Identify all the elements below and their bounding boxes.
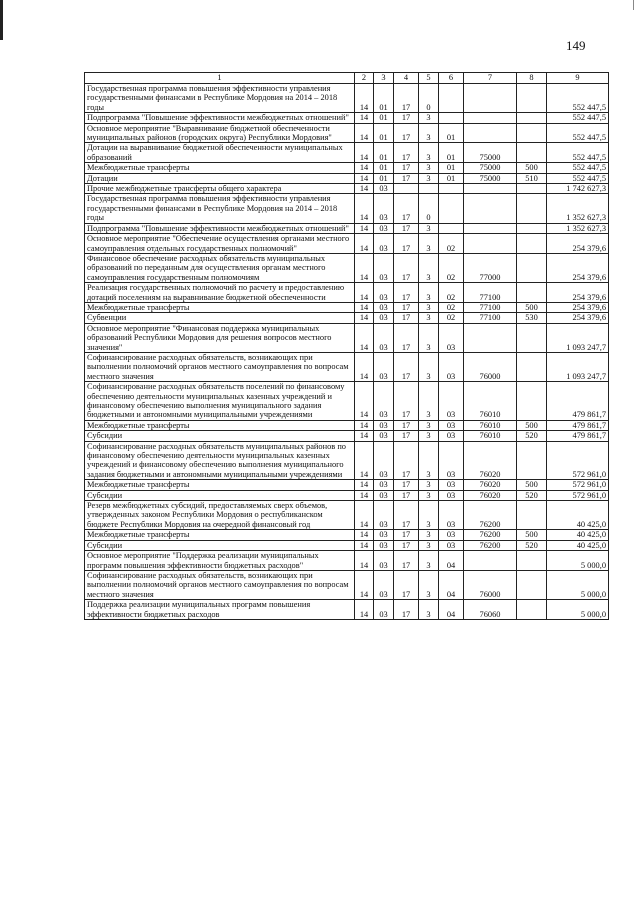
row-amount: 5 000,0	[547, 600, 609, 620]
code-col-6: 02	[439, 302, 464, 312]
code-col-5: 3	[419, 313, 439, 323]
code-col-8	[517, 570, 547, 599]
code-col-4: 17	[394, 313, 419, 323]
code-col-3: 03	[374, 540, 394, 550]
code-col-3: 03	[374, 323, 394, 352]
page-number: 149	[566, 38, 586, 53]
code-col-2: 14	[355, 84, 374, 113]
code-col-5: 3	[419, 431, 439, 441]
code-col-4: 17	[394, 323, 419, 352]
code-col-7	[464, 234, 517, 254]
code-col-4: 17	[394, 551, 419, 571]
code-col-6: 04	[439, 600, 464, 620]
row-amount: 572 961,0	[547, 441, 609, 480]
code-col-4: 17	[394, 540, 419, 550]
code-col-4: 17	[394, 352, 419, 381]
code-col-6: 04	[439, 551, 464, 571]
table-row	[85, 302, 609, 312]
table-row	[85, 323, 609, 352]
code-col-8: 500	[517, 420, 547, 430]
code-col-6: 01	[439, 143, 464, 163]
row-name: Резерв межбюджетных субсидий, предоставляемых сверх объемов, утвержденных законом Республики Мордовия о республиканском бюджете Республики Мордовия на очередной финансовый год	[85, 501, 355, 530]
code-col-2: 14	[355, 302, 374, 312]
code-col-4: 17	[394, 480, 419, 490]
code-col-4: 17	[394, 600, 419, 620]
code-col-8	[517, 184, 547, 194]
code-col-8: 500	[517, 480, 547, 490]
row-amount: 1 742 627,3	[547, 184, 609, 194]
code-col-2: 14	[355, 530, 374, 540]
code-col-7	[464, 323, 517, 352]
table-row	[85, 253, 609, 282]
code-col-6	[439, 184, 464, 194]
code-col-2: 14	[355, 223, 374, 233]
col-header: 7	[464, 73, 517, 84]
code-col-6: 02	[439, 313, 464, 323]
col-header: 9	[547, 73, 609, 84]
code-col-4: 17	[394, 253, 419, 282]
code-col-3: 01	[374, 143, 394, 163]
row-amount: 1 093 247,7	[547, 323, 609, 352]
code-col-5: 3	[419, 540, 439, 550]
code-col-3: 03	[374, 501, 394, 530]
code-col-5: 3	[419, 600, 439, 620]
row-name: Субвенции	[85, 313, 355, 323]
code-col-3: 03	[374, 490, 394, 500]
code-col-6: 02	[439, 283, 464, 303]
code-col-3: 03	[374, 600, 394, 620]
code-col-6	[439, 194, 464, 223]
code-col-7	[464, 184, 517, 194]
code-col-5: 3	[419, 123, 439, 143]
row-name: Подпрограмма "Повышение эффективности межбюджетных отношений"	[85, 223, 355, 233]
row-amount: 479 861,7	[547, 382, 609, 421]
row-amount: 552 447,5	[547, 84, 609, 113]
code-col-5: 0	[419, 194, 439, 223]
table-row	[85, 194, 609, 223]
code-col-3: 03	[374, 441, 394, 480]
table-row	[85, 184, 609, 194]
code-col-7: 76020	[464, 480, 517, 490]
table-row	[85, 283, 609, 303]
code-col-4: 17	[394, 283, 419, 303]
code-col-5: 3	[419, 163, 439, 173]
code-col-3: 03	[374, 194, 394, 223]
table-row	[85, 173, 609, 183]
code-col-5: 0	[419, 84, 439, 113]
table-row	[85, 501, 609, 530]
row-amount: 1 352 627,3	[547, 223, 609, 233]
row-name: Субсидии	[85, 490, 355, 500]
code-col-7: 76200	[464, 501, 517, 530]
code-col-8	[517, 123, 547, 143]
code-col-6	[439, 84, 464, 113]
code-col-5	[419, 184, 439, 194]
code-col-7	[464, 123, 517, 143]
table-row	[85, 441, 609, 480]
code-col-4: 17	[394, 431, 419, 441]
code-col-7: 76010	[464, 431, 517, 441]
code-col-4: 17	[394, 501, 419, 530]
code-col-7: 77100	[464, 313, 517, 323]
row-name: Межбюджетные трансферты	[85, 420, 355, 430]
table-row	[85, 530, 609, 540]
row-amount: 5 000,0	[547, 551, 609, 571]
code-col-3: 03	[374, 234, 394, 254]
code-col-4: 17	[394, 490, 419, 500]
code-col-7: 77100	[464, 283, 517, 303]
code-col-8	[517, 113, 547, 123]
code-col-3: 03	[374, 253, 394, 282]
code-col-7: 75000	[464, 173, 517, 183]
code-col-2: 14	[355, 234, 374, 254]
code-col-2: 14	[355, 420, 374, 430]
code-col-8	[517, 323, 547, 352]
row-amount: 254 379,6	[547, 283, 609, 303]
code-col-6: 03	[439, 420, 464, 430]
code-col-8: 520	[517, 431, 547, 441]
code-col-2: 14	[355, 163, 374, 173]
code-col-8: 500	[517, 302, 547, 312]
row-amount: 1 093 247,7	[547, 352, 609, 381]
table-header-row	[85, 73, 609, 84]
row-amount: 552 447,5	[547, 113, 609, 123]
table-row	[85, 382, 609, 421]
code-col-6: 01	[439, 123, 464, 143]
code-col-4: 17	[394, 173, 419, 183]
table-row	[85, 420, 609, 430]
row-name: Софинансирование расходных обязательств поселений по финансовому обеспечению деятельности муниципальных казенных учреждений и финансовому обеспечению выполнения муниципального задания бюджетными и автономными муниципальными учреждениями	[85, 382, 355, 421]
code-col-5: 3	[419, 143, 439, 163]
code-col-2: 14	[355, 501, 374, 530]
code-col-2: 14	[355, 143, 374, 163]
row-amount: 40 425,0	[547, 501, 609, 530]
code-col-7	[464, 194, 517, 223]
code-col-6: 03	[439, 490, 464, 500]
code-col-8	[517, 441, 547, 480]
table-row	[85, 223, 609, 233]
col-header: 8	[517, 73, 547, 84]
row-amount: 572 961,0	[547, 480, 609, 490]
code-col-6: 03	[439, 323, 464, 352]
row-name: Межбюджетные трансферты	[85, 480, 355, 490]
row-name: Финансовое обеспечение расходных обязательств муниципальных образований по переданным для осуществления органам местного самоуправления государственным полномочиям	[85, 253, 355, 282]
row-name: Субсидии	[85, 540, 355, 550]
code-col-6: 02	[439, 253, 464, 282]
table-row	[85, 490, 609, 500]
row-name: Софинансирование расходных обязательств, возникающих при выполнении полномочий органов местного самоуправления по вопросам местного значения	[85, 352, 355, 381]
row-name: Межбюджетные трансферты	[85, 530, 355, 540]
row-name: Поддержка реализации муниципальных программ повышения эффективности бюджетных расходов	[85, 600, 355, 620]
code-col-3: 01	[374, 113, 394, 123]
code-col-7: 77100	[464, 302, 517, 312]
row-name: Основное мероприятие "Поддержка реализации муниципальных программ повышения эффективности бюджетных расходов"	[85, 551, 355, 571]
col-header: 4	[394, 73, 419, 84]
table-row	[85, 143, 609, 163]
code-col-7	[464, 223, 517, 233]
code-col-4: 17	[394, 113, 419, 123]
code-col-5: 3	[419, 570, 439, 599]
code-col-5: 3	[419, 352, 439, 381]
code-col-8	[517, 382, 547, 421]
code-col-3: 03	[374, 480, 394, 490]
row-amount: 254 379,6	[547, 302, 609, 312]
code-col-3: 03	[374, 570, 394, 599]
code-col-7: 76000	[464, 570, 517, 599]
row-name: Субсидии	[85, 431, 355, 441]
code-col-5: 3	[419, 501, 439, 530]
row-amount: 552 447,5	[547, 163, 609, 173]
code-col-3: 03	[374, 223, 394, 233]
row-name: Софинансирование расходных обязательств, возникающих при выполнении полномочий органов местного самоуправления по вопросам местного значения	[85, 570, 355, 599]
code-col-2: 14	[355, 283, 374, 303]
code-col-4: 17	[394, 441, 419, 480]
code-col-8	[517, 223, 547, 233]
code-col-4: 17	[394, 570, 419, 599]
code-col-6: 01	[439, 173, 464, 183]
row-amount: 572 961,0	[547, 490, 609, 500]
code-col-8: 500	[517, 530, 547, 540]
code-col-6: 03	[439, 382, 464, 421]
code-col-2: 14	[355, 194, 374, 223]
row-amount: 479 861,7	[547, 420, 609, 430]
code-col-5: 3	[419, 551, 439, 571]
row-name: Подпрограмма "Повышение эффективности межбюджетных отношений"	[85, 113, 355, 123]
code-col-6: 03	[439, 441, 464, 480]
row-amount: 5 000,0	[547, 570, 609, 599]
code-col-5: 3	[419, 382, 439, 421]
code-col-8	[517, 352, 547, 381]
row-amount: 479 861,7	[547, 431, 609, 441]
row-name: Дотации	[85, 173, 355, 183]
table-row	[85, 480, 609, 490]
code-col-7	[464, 113, 517, 123]
code-col-4	[394, 184, 419, 194]
code-col-8	[517, 600, 547, 620]
code-col-3: 03	[374, 352, 394, 381]
table-row	[85, 551, 609, 571]
row-name: Прочие межбюджетные трансферты общего характера	[85, 184, 355, 194]
code-col-6: 03	[439, 540, 464, 550]
row-name: Реализация государственных полномочий по расчету и предоставлению дотаций поселениям на выравнивание бюджетной обеспеченности	[85, 283, 355, 303]
row-name: Государственная программа повышения эффективности управления государственными финансами в Республике Мордовия на 2014 – 2018 годы	[85, 194, 355, 223]
code-col-4: 17	[394, 84, 419, 113]
code-col-2: 14	[355, 431, 374, 441]
code-col-5: 3	[419, 530, 439, 540]
code-col-2: 14	[355, 480, 374, 490]
code-col-8: 520	[517, 490, 547, 500]
code-col-7: 76000	[464, 352, 517, 381]
code-col-5: 3	[419, 323, 439, 352]
table-row	[85, 600, 609, 620]
code-col-7: 76010	[464, 420, 517, 430]
code-col-8: 500	[517, 163, 547, 173]
col-header: 5	[419, 73, 439, 84]
code-col-5: 3	[419, 420, 439, 430]
row-name: Государственная программа повышения эффективности управления государственными финансами в Республике Мордовия на 2014 – 2018 годы	[85, 84, 355, 113]
table-row	[85, 84, 609, 113]
code-col-7: 75000	[464, 143, 517, 163]
code-col-8	[517, 501, 547, 530]
code-col-4: 17	[394, 223, 419, 233]
code-col-5: 3	[419, 113, 439, 123]
code-col-4: 17	[394, 143, 419, 163]
code-col-6: 04	[439, 570, 464, 599]
table-row	[85, 540, 609, 550]
code-col-6: 03	[439, 530, 464, 540]
code-col-6: 03	[439, 352, 464, 381]
row-amount: 254 379,6	[547, 313, 609, 323]
row-amount: 552 447,5	[547, 123, 609, 143]
table-row	[85, 113, 609, 123]
code-col-7: 75000	[464, 163, 517, 173]
code-col-2: 14	[355, 490, 374, 500]
code-col-8	[517, 234, 547, 254]
code-col-2: 14	[355, 313, 374, 323]
code-col-3: 01	[374, 123, 394, 143]
code-col-4: 17	[394, 420, 419, 430]
code-col-7: 76200	[464, 530, 517, 540]
code-col-7: 76020	[464, 441, 517, 480]
code-col-8	[517, 253, 547, 282]
row-amount: 40 425,0	[547, 540, 609, 550]
code-col-2: 14	[355, 570, 374, 599]
code-col-5: 3	[419, 302, 439, 312]
row-name: Дотации на выравнивание бюджетной обеспеченности муниципальных образований	[85, 143, 355, 163]
table-row	[85, 570, 609, 599]
code-col-7: 76200	[464, 540, 517, 550]
row-name: Основное мероприятие "Финансовая поддержка муниципальных образований Республики Мордовия для решения вопросов местного значения"	[85, 323, 355, 352]
col-header: 2	[355, 73, 374, 84]
code-col-3: 03	[374, 431, 394, 441]
code-col-8: 520	[517, 540, 547, 550]
code-col-3: 03	[374, 551, 394, 571]
code-col-5: 3	[419, 480, 439, 490]
code-col-7: 76060	[464, 600, 517, 620]
code-col-7: 77000	[464, 253, 517, 282]
code-col-6: 01	[439, 163, 464, 173]
row-name: Межбюджетные трансферты	[85, 302, 355, 312]
code-col-2: 14	[355, 123, 374, 143]
col-header: 3	[374, 73, 394, 84]
row-amount: 254 379,6	[547, 253, 609, 282]
code-col-4: 17	[394, 163, 419, 173]
code-col-5: 3	[419, 441, 439, 480]
code-col-2: 14	[355, 352, 374, 381]
code-col-5: 3	[419, 173, 439, 183]
row-amount: 1 352 627,3	[547, 194, 609, 223]
col-header: 6	[439, 73, 464, 84]
code-col-8	[517, 283, 547, 303]
code-col-3: 01	[374, 84, 394, 113]
code-col-6: 02	[439, 234, 464, 254]
table-row	[85, 352, 609, 381]
code-col-3: 03	[374, 283, 394, 303]
code-col-4: 17	[394, 123, 419, 143]
row-name: Межбюджетные трансферты	[85, 163, 355, 173]
code-col-3: 03	[374, 420, 394, 430]
code-col-7	[464, 84, 517, 113]
code-col-2: 14	[355, 382, 374, 421]
code-col-2: 14	[355, 173, 374, 183]
code-col-4: 17	[394, 530, 419, 540]
code-col-2: 14	[355, 253, 374, 282]
row-name: Основное мероприятие "Обеспечение осуществления органами местного самоуправления отдельных государственных полномочий"	[85, 234, 355, 254]
code-col-8	[517, 194, 547, 223]
code-col-3: 01	[374, 173, 394, 183]
budget-table	[84, 72, 609, 620]
code-col-2: 14	[355, 551, 374, 571]
row-amount: 40 425,0	[547, 530, 609, 540]
code-col-4: 17	[394, 302, 419, 312]
code-col-5: 3	[419, 234, 439, 254]
code-col-6: 03	[439, 501, 464, 530]
scan-edge-mark	[0, 0, 3, 40]
code-col-3: 03	[374, 530, 394, 540]
code-col-3: 03	[374, 313, 394, 323]
code-col-4: 17	[394, 382, 419, 421]
code-col-7: 76010	[464, 382, 517, 421]
code-col-2: 14	[355, 113, 374, 123]
code-col-3: 01	[374, 163, 394, 173]
code-col-3: 03	[374, 302, 394, 312]
code-col-2: 14	[355, 441, 374, 480]
code-col-4: 17	[394, 234, 419, 254]
code-col-5: 3	[419, 253, 439, 282]
code-col-2: 14	[355, 323, 374, 352]
scan-corner-mark	[633, 0, 634, 10]
col-header: 1	[85, 73, 355, 84]
table-row	[85, 313, 609, 323]
code-col-5: 3	[419, 223, 439, 233]
code-col-5: 3	[419, 490, 439, 500]
code-col-6	[439, 223, 464, 233]
code-col-2: 14	[355, 184, 374, 194]
table-row	[85, 431, 609, 441]
code-col-8: 510	[517, 173, 547, 183]
code-col-3: 03	[374, 184, 394, 194]
code-col-8	[517, 84, 547, 113]
code-col-4: 17	[394, 194, 419, 223]
row-amount: 552 447,5	[547, 143, 609, 163]
code-col-6: 03	[439, 480, 464, 490]
code-col-2: 14	[355, 540, 374, 550]
code-col-7	[464, 551, 517, 571]
row-amount: 552 447,5	[547, 173, 609, 183]
code-col-8: 530	[517, 313, 547, 323]
table-row	[85, 234, 609, 254]
row-name: Софинансирование расходных обязательств муниципальных районов по финансовому обеспечению деятельности муниципальных казенных учреждений и финансовому обеспечению выполнения муниципального задания бюджетными и автономными муниципальными учреждениями	[85, 441, 355, 480]
code-col-5: 3	[419, 283, 439, 303]
code-col-2: 14	[355, 600, 374, 620]
row-name: Основное мероприятие "Выравнивание бюджетной обеспеченности муниципальных районов (городских округа) Республики Мордовия"	[85, 123, 355, 143]
code-col-3: 03	[374, 382, 394, 421]
table-row	[85, 163, 609, 173]
code-col-6	[439, 113, 464, 123]
code-col-8	[517, 551, 547, 571]
row-amount: 254 379,6	[547, 234, 609, 254]
table-row	[85, 123, 609, 143]
code-col-6: 03	[439, 431, 464, 441]
code-col-8	[517, 143, 547, 163]
code-col-7: 76020	[464, 490, 517, 500]
